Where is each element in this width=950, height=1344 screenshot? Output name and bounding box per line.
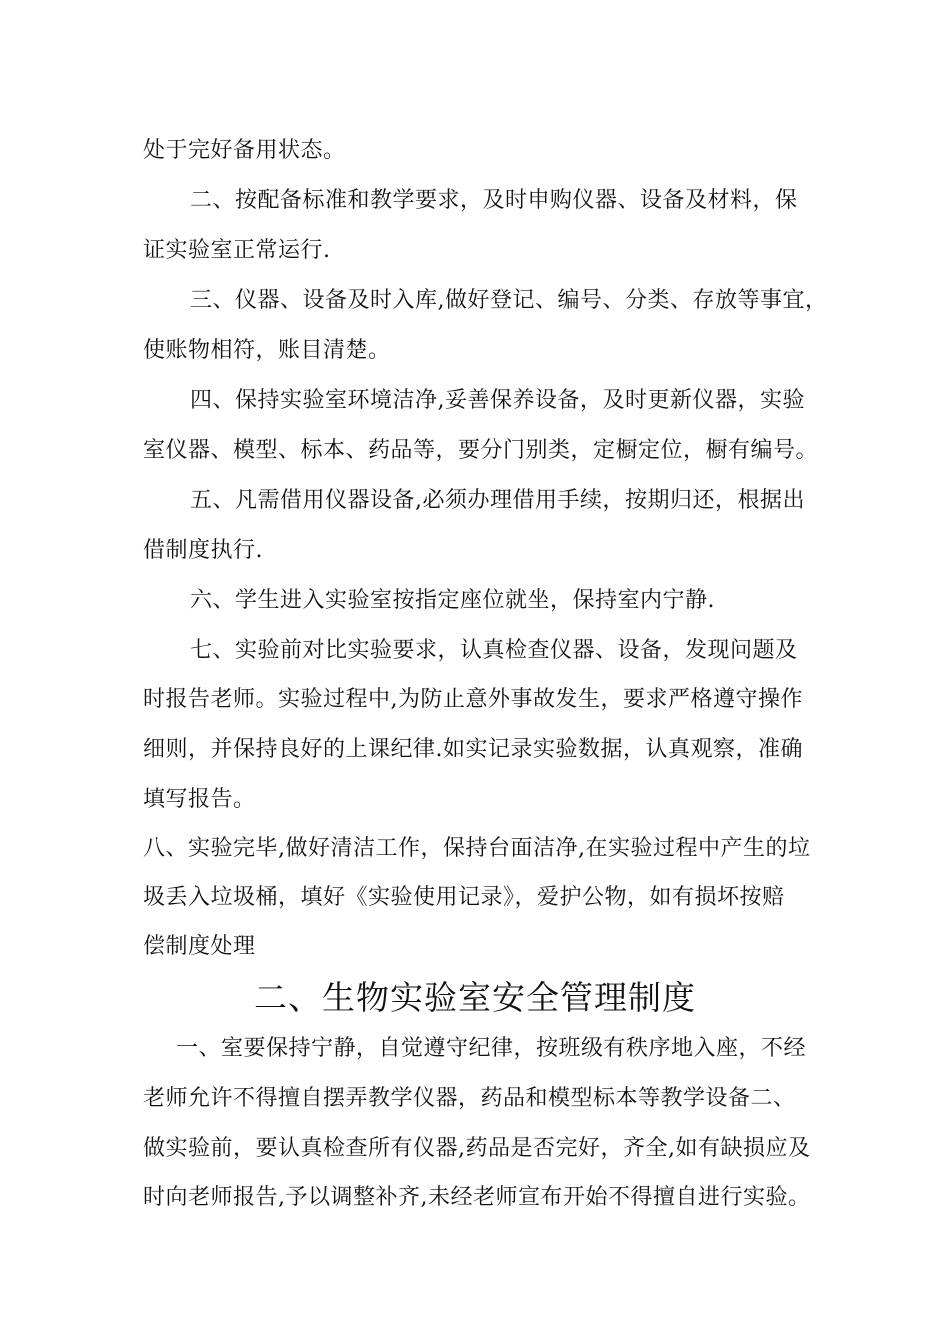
text-line: 六、学生进入实验室按指定座位就坐，保持室内宁静.: [190, 588, 715, 613]
text-line: 时向老师报告,予以调整补齐,未经老师宣布开始不得擅自进行实验。: [143, 1185, 811, 1210]
text-line: 细则，并保持良好的上课纪律.如实记录实验数据，认真观察，准确: [143, 737, 803, 762]
text-line: 使账物相符，账目清楚。: [143, 338, 391, 363]
text-line: 时报告老师。实验过程中,为防止意外事故发生，要求严格遵守操作: [143, 687, 803, 712]
text-line: 二、按配备标准和教学要求，及时申购仪器、设备及材料，保: [190, 188, 798, 213]
text-line: 圾丢入垃圾桶，填好《实验使用记录》，爱护公物，如有损坏按赔: [143, 885, 785, 910]
section-title: 二、生物实验室安全管理制度: [254, 978, 696, 1017]
text-line: 做实验前，要认真检查所有仪器,药品是否完好，齐全,如有缺损应及: [143, 1136, 811, 1161]
text-line: 五、凡需借用仪器设备,必须办理借用手续，按期归还，根据出: [190, 488, 805, 513]
text-line: 八、实验完毕,做好清洁工作，保持台面洁净,在实验过程中产生的垃: [143, 836, 811, 861]
text-line: 借制度执行.: [143, 538, 263, 563]
text-line: 一、室要保持宁静，自觉遵守纪律，按班级有秩序地入座，不经: [176, 1036, 807, 1061]
text-line: 老师允许不得擅自摆弄教学仪器，药品和模型标本等教学设备二、: [143, 1086, 796, 1111]
text-line: 填写报告。: [143, 787, 256, 812]
text-line: 四、保持实验室环境洁净,妥善保养设备，及时更新仪器，实验: [190, 388, 805, 413]
text-line: 证实验室正常运行.: [143, 238, 331, 263]
text-line: 三、仪器、设备及时入库,做好登记、编号、分类、存放等事宜，: [190, 288, 828, 313]
text-line: 处于完好备用状态。: [143, 138, 346, 163]
text-line: 室仪器、模型、标本、药品等，要分门别类，定橱定位，橱有编号。: [143, 438, 819, 463]
text-line: 七、实验前对比实验要求，认真检查仪器、设备，发现问题及: [190, 638, 798, 663]
text-line: 偿制度处理: [143, 934, 256, 959]
